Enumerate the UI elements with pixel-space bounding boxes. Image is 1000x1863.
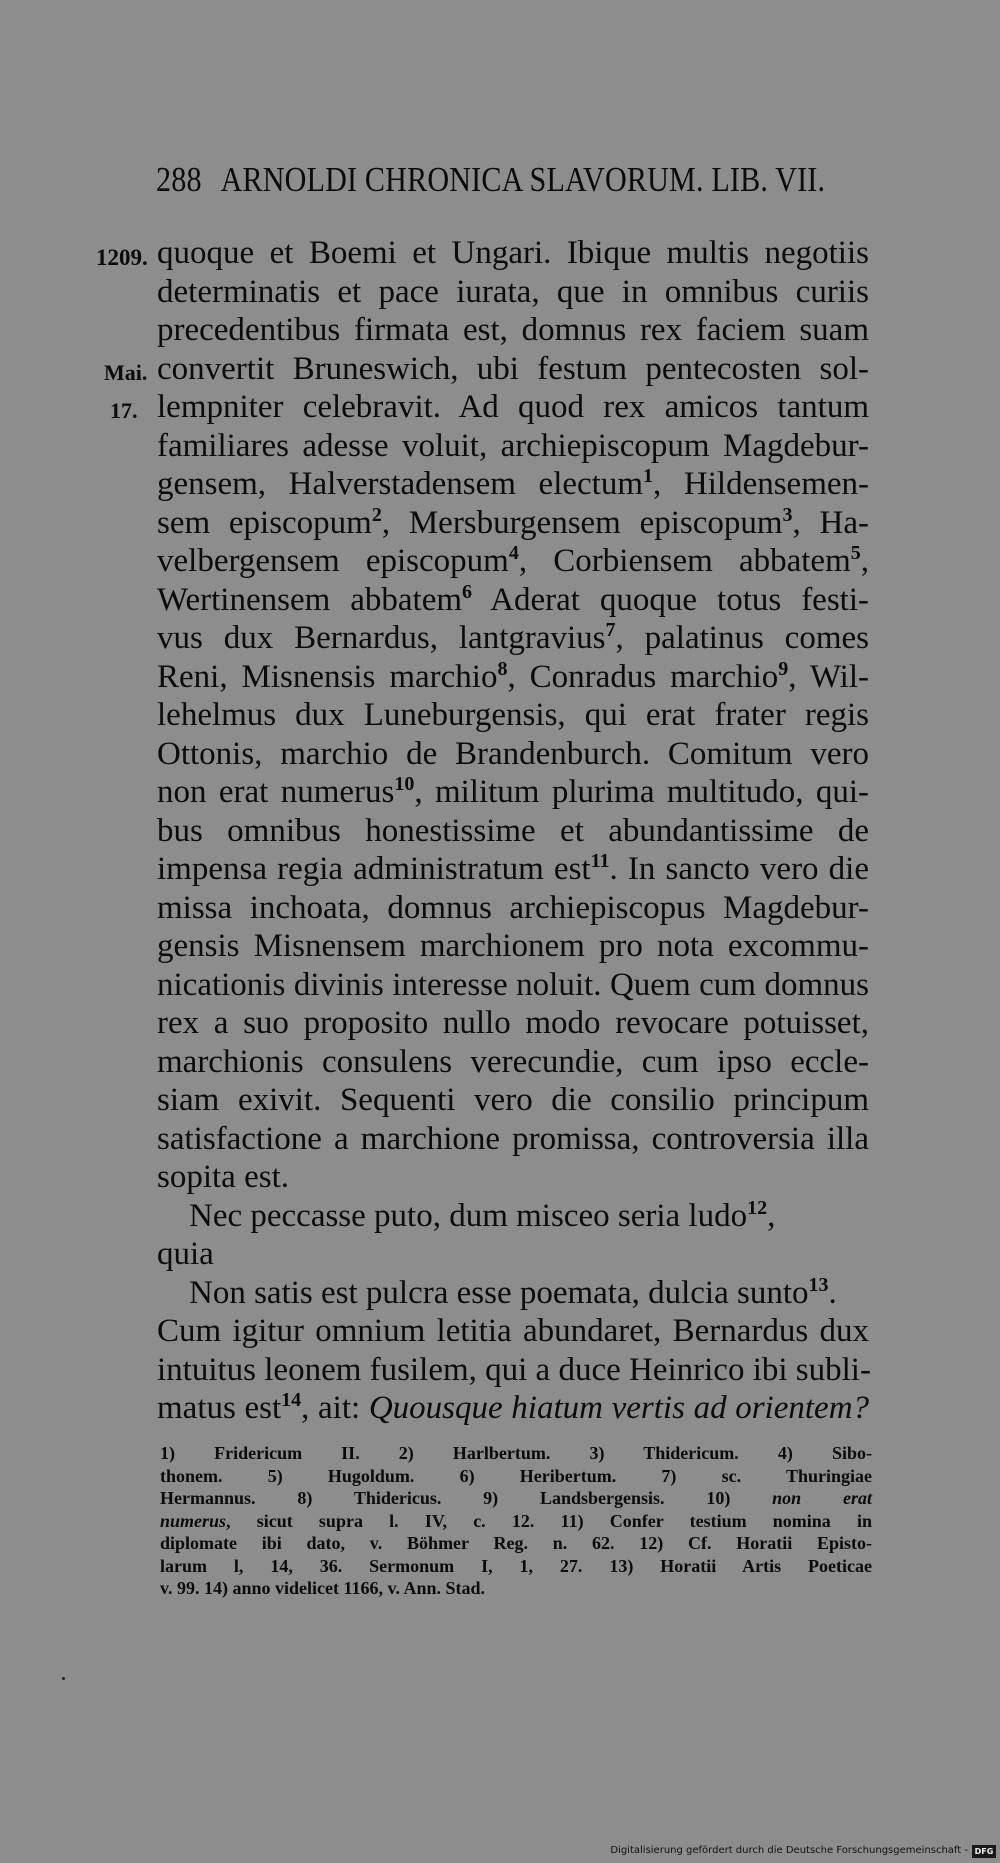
footnote-line <box>160 1577 872 1600</box>
text-segment: nicationis divinis interesse noluit. Quem cum domnus <box>157 966 869 1003</box>
verse-line <box>157 1274 869 1313</box>
dfg-logo: DFG <box>972 1845 996 1858</box>
text-segment: vus dux Bernardus, lantgravius <box>157 620 606 656</box>
text-segment: Cum igitur omnium letitia abundaret, Bernardus dux <box>157 1313 869 1349</box>
footnote-text: 1) Fridericum II. 2) Harlbertum. 3) Thidericum. 4) Sibo- <box>160 1443 872 1463</box>
text-segment: , Ha- <box>792 504 869 541</box>
page-number: 288 <box>156 160 202 199</box>
text-segment: sem episcopum <box>157 504 372 541</box>
text-segment: Non satis est pulcra esse poemata, dulcia sunto <box>189 1274 809 1311</box>
text-segment: precedentibus firmata est, domnus rex faciem suam <box>157 312 869 348</box>
footnote-marker: 10 <box>394 773 415 795</box>
text-segment: lehelmus dux Luneburgensis, qui erat frater regis <box>157 697 869 733</box>
text-segment: familiares adesse voluit, archiepiscopum Magdebur- <box>157 427 869 464</box>
text-segment: , <box>767 1197 776 1234</box>
text-segment: , ait: <box>301 1390 369 1426</box>
text-segment: , Conradus marchio <box>507 658 779 695</box>
footnote-line <box>160 1555 872 1578</box>
text-line <box>157 1004 869 1043</box>
footnote-text: Hermannus. 8) Thidericus. 9) Landsbergensis. 10) <box>160 1488 773 1508</box>
text-segment: . In sancto vero die <box>609 851 869 887</box>
footnote-marker: 6 <box>462 580 473 603</box>
text-segment: velbergensem episcopum <box>157 543 509 579</box>
text-line <box>157 696 869 735</box>
text-segment: intuitus leonem fusilem, qui a duce Heinrico ibi subli- <box>157 1351 871 1388</box>
text-line <box>157 966 869 1005</box>
quia-line: quia <box>157 1236 214 1272</box>
footnote-text: , sicut supra l. IV, c. 12. 11) Confer testium nomina in <box>226 1510 872 1531</box>
text-line <box>157 1389 869 1428</box>
text-segment: determinatis et pace iurata, que in omnibus curiis <box>157 273 869 310</box>
footnote-text: diplomate ibi dato, v. Böhmer Reg. n. 62. 12) Cf. Horatii Episto- <box>160 1533 872 1553</box>
footnote-line <box>160 1442 872 1465</box>
text-segment: convertit Bruneswich, ubi festum pentecosten sol- <box>157 350 869 387</box>
footnote-italic: non erat <box>772 1488 872 1508</box>
text-segment: , <box>860 543 869 579</box>
text-line <box>157 773 869 812</box>
footnote-line <box>160 1532 872 1555</box>
text-line <box>157 542 869 581</box>
text-segment: quoque et Boemi et Ungari. Ibique multis negotiis <box>157 235 869 271</box>
footnote-marker: 9 <box>778 657 789 680</box>
text-line <box>157 1158 869 1197</box>
text-line <box>157 273 869 312</box>
text-segment: satisfactione a marchione promissa, controversia illa <box>157 1120 869 1157</box>
speck <box>62 1677 65 1680</box>
margin-year: 1209. <box>96 245 148 270</box>
footnote-marker: 1 <box>643 465 654 487</box>
text-line <box>157 388 869 427</box>
text-segment: bus omnibus honestissime et abundantissime de <box>157 812 869 849</box>
text-line <box>157 658 869 697</box>
text-segment: siam exivit. Sequenti vero die consilio principum <box>157 1082 869 1118</box>
running-head <box>156 160 826 200</box>
text-line <box>157 350 869 389</box>
text-segment: marchionis consulens verecundie, cum ipso eccle- <box>157 1043 869 1080</box>
text-segment: matus est <box>157 1390 282 1426</box>
verse-line <box>157 1197 869 1236</box>
text-line <box>157 234 869 273</box>
footnote-text: v. 99. 14) anno videlicet 1166, v. Ann. Stad. <box>160 1578 486 1598</box>
running-title: ARNOLDI CHRONICA SLAVORUM. LIB. VII. <box>220 160 826 199</box>
text-segment: non erat numerus <box>157 774 395 810</box>
text-line <box>157 1312 869 1351</box>
footnote-text: larum l, 14, 36. Sermonum I, 1, 27. 13) Horatii Artis Poeticae <box>160 1555 872 1576</box>
digitization-credit: Digitalisierung gefördert durch die Deutsche Forschungsgemeinschaft - <box>610 1845 968 1856</box>
text-line <box>157 889 869 928</box>
italic-text: Quousque hiatum vertis ad orientem? <box>368 1390 870 1426</box>
text-line <box>157 850 869 889</box>
text-segment: , Hildensemen- <box>653 466 870 502</box>
footnote-line <box>160 1465 872 1488</box>
text-line <box>157 1081 869 1120</box>
text-line <box>157 581 869 620</box>
text-line <box>157 1120 869 1159</box>
text-line <box>157 735 869 774</box>
text-segment: , militum plurima multitudo, qui- <box>414 774 869 810</box>
main-text <box>157 234 869 1428</box>
text-line <box>157 465 869 504</box>
text-segment: , palatinus comes <box>615 620 869 656</box>
text-segment: missa inchoata, domnus archiepiscopus Magdebur- <box>157 889 869 926</box>
footnote-marker: 13 <box>808 1273 829 1296</box>
text-line <box>157 504 869 543</box>
text-line <box>157 619 869 658</box>
text-segment: lempniter celebravit. Ad quod rex amicos tantum <box>157 389 869 425</box>
footnote-marker: 12 <box>747 1196 768 1219</box>
footnotes <box>160 1442 872 1600</box>
footnote-italic: numerus <box>160 1510 227 1531</box>
text-segment: Aderat quoque totus festi- <box>472 581 869 618</box>
digitization-credit-bar <box>0 1837 1000 1863</box>
margin-month: Mai. <box>104 360 148 385</box>
text-line <box>157 927 869 966</box>
text-segment: , Mersburgensem episcopum <box>381 504 783 541</box>
text-segment: Wertinensem abbatem <box>157 581 463 618</box>
footnote-marker: 14 <box>281 1389 302 1411</box>
footnote-line <box>160 1510 872 1533</box>
text-line <box>157 311 869 350</box>
text-segment: rex a suo proposito nullo modo revocare potuisset, <box>157 1005 869 1041</box>
text-line <box>157 812 869 851</box>
footnote-line <box>160 1487 872 1510</box>
text-segment: impensa regia administratum est <box>157 851 591 887</box>
text-line <box>157 1351 869 1390</box>
text-line <box>157 1043 869 1082</box>
text-line <box>157 427 869 466</box>
footnote-marker: 7 <box>605 619 616 641</box>
text-segment: gensem, Halverstadensem electum <box>157 466 644 502</box>
text-segment: gensis Misnensem marchionem pro nota excommu- <box>157 928 869 964</box>
text-segment: , Wil- <box>788 658 869 695</box>
footnote-text: thonem. 5) Hugoldum. 6) Heribertum. 7) sc. Thuringiae <box>160 1465 872 1486</box>
footnote-marker: 11 <box>590 850 610 872</box>
text-segment: . <box>828 1274 837 1311</box>
footnote-marker: 8 <box>497 657 508 680</box>
footnote-marker: 4 <box>508 542 519 564</box>
footnote-marker: 2 <box>371 503 382 526</box>
text-segment: , Corbiensem abbatem <box>518 543 851 579</box>
footnote-marker: 5 <box>850 542 861 564</box>
margin-day: 17. <box>110 398 138 423</box>
text-segment: Reni, Misnensis marchio <box>157 658 498 695</box>
text-segment: Nec peccasse puto, dum misceo seria ludo <box>189 1197 748 1234</box>
footnote-marker: 3 <box>782 503 793 526</box>
text-segment: Ottonis, marchio de Brandenburch. Comitum vero <box>157 735 869 772</box>
text-segment: sopita est. <box>157 1159 289 1195</box>
